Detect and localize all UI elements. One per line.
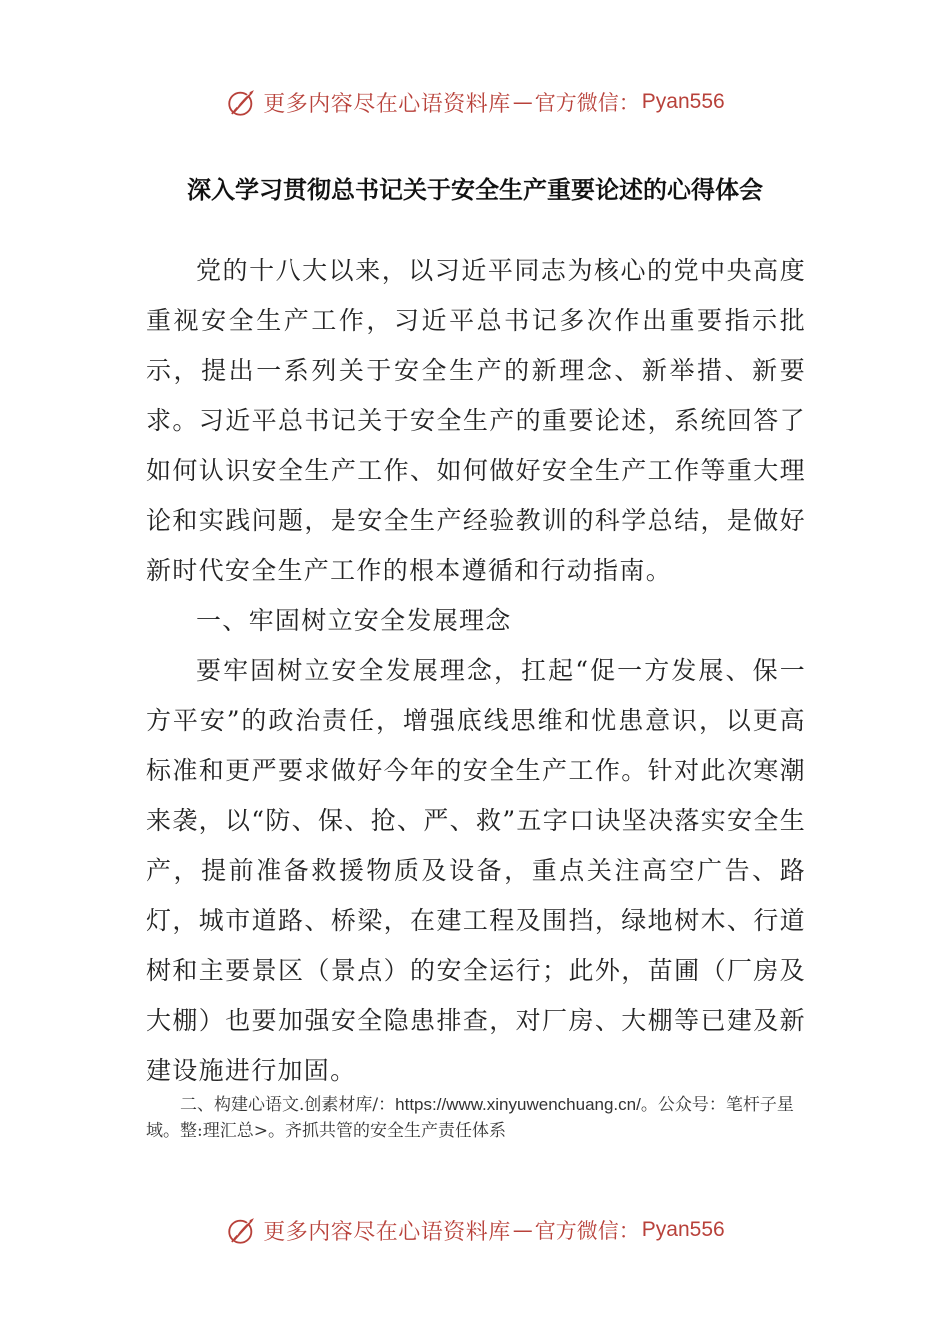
banner-wechat-label: 官方微信： (534, 1219, 640, 1243)
banner-wechat-label: 官方微信： (534, 91, 640, 115)
document-body (146, 246, 806, 1096)
header-watermark-banner (0, 80, 950, 124)
banner-main-text: 更多内容尽在心语资料库 (263, 91, 511, 117)
footnote-suffix: 。公众号：笔杆子星域。整:理汇总>。齐抓共管的安全生产责任体系 (146, 1095, 794, 1141)
quill-pen-logo-icon (225, 85, 259, 119)
banner-separator: — (512, 1218, 533, 1242)
banner-main-text: 更多内容尽在心语资料库 (263, 1219, 511, 1245)
banner-wechat-id: Pyan556 (641, 90, 725, 113)
footnote-url: https://www.xinyuwenchuang.cn/ (395, 1095, 641, 1114)
quill-pen-logo-icon (225, 1213, 259, 1247)
section-1-paragraph: 要牢固树立安全发展理念，扛起“促一方发展、保一方平安”的政治责任，增强底线思维和忧患意识，以更高标准和更严要求做好今年的安全生产工作。针对此次寒潮来袭，以“防、保、抢、严、救”五字口诀坚决落实安全生产，提前准备救援物质及设备，重点关注高空广告、路灯，城市道路、桥梁，在建工程及围挡，绿地树木、行道树和主要景区（景点）的安全运行；此外，苗圃（厂房及大棚）也要加强安全隐患排查，对厂房、大棚等已建及新建设施进行加固。 (146, 656, 806, 1085)
footnote-line (146, 1092, 806, 1144)
footnote-prefix: 二、构建心语文.创素材库/： (180, 1095, 396, 1115)
section-heading-1: 一、牢固树立安全发展理念 (196, 606, 512, 635)
banner-wechat-id: Pyan556 (641, 1218, 725, 1241)
banner-separator: — (512, 90, 533, 114)
document-title: 深入学习贯彻总书记关于安全生产重要论述的心得体会 (187, 176, 763, 204)
intro-paragraph: 党的十八大以来，以习近平同志为核心的党中央高度重视安全生产工作，习近平总书记多次作出重要指示批示，提出一系列关于安全生产的新理念、新举措、新要求。习近平总书记关于安全生产的重要论述，系统回答了如何认识安全生产工作、如何做好安全生产工作等重大理论和实践问题，是安全生产经验教训的科学总结，是做好新时代安全生产工作的根本遵循和行动指南。 (146, 256, 806, 585)
footer-watermark-banner (0, 1208, 950, 1252)
